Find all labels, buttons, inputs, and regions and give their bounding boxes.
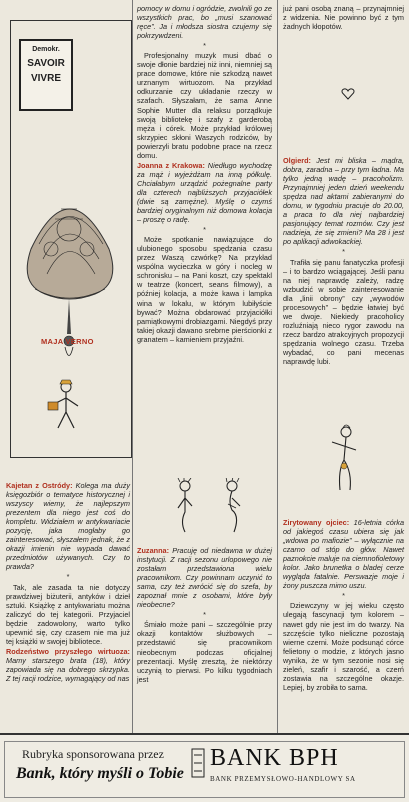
column-2 <box>137 4 272 345</box>
answer-paragraph: Profesjonalny muzyk musi dbać o swoje dłonie bardziej niż inni, niemniej są prace domowe, które nie szkodzą nawet urznanym wirtuozom. Na przykład odkurzanie czy układanie rzeczy w szafach. Słyszałam, że sama Anne Sophie Mutter dla relaksu porządkuje swoją bibliotekę i szafy z garderobą męża i córek. Może przykład królowej skrzypiec skłoni Waszych rodziców, by powierzyli bratu podobne prace na rzecz domu. <box>137 51 272 160</box>
question-author: Kajetan z Ostródy: <box>6 481 73 490</box>
answer-paragraph: Śmiało może pani – szczególnie przy okazji kontaktów służbowych – przedstawić się pracownikom nieobecnym podczas oficjalnej prezentacji. Myślę zresztą, że niektórzy uczynią to pierwsi. Po kilku tygodniach jest <box>137 620 272 684</box>
question-author: Joanna z Krakowa: <box>137 160 205 170</box>
question-continuation: pomocy w domu i ogródzie, zwolnili go ze wszystkich prac, bo „musi szanować ręce”. Ja i młodsza siostra czujemy się pokrzywdzeni. <box>137 4 272 41</box>
separator-star: * <box>203 225 206 235</box>
column-divider <box>132 0 133 733</box>
badge-line-1: Demokr. <box>32 46 60 53</box>
question-author: Rodzeństwo przyszłego wirtuoza: <box>6 646 130 656</box>
answer-paragraph: Dziewczyny w jej wieku często ulegają fascynacji tym kolorem – nawet gdy nie jest im do twarzy. Na szczęście tylko nieliczne pozostają wierne czerni. Może podsunąć córce felietony o modzie, z których jasno wynika, że w tym sezonie nosi się zieleń, szafir i szarość, a czerń zostawia na szczególne okazje. Lepiej, by zrobiła to sama. <box>283 601 404 692</box>
question-text: Pracuję od niedawna w dużej instytucji. Z racji sezonu urlopowego nie zostałam przedstawiona wielu pracownikom. Czy powinnam uczynić to sama, czy też zwrócić się do szefa, by zapoznał mnie z osobami, które były nieobecne? <box>137 546 272 610</box>
question-text: Kolega ma duży księgozbiór o tematyce historycznej i wszyscy wiemy, że najlepszym prezentem dla niego jest coś do kompletu. Widziałem w antykwariacie pozycję, jaka mogłaby go zainteresować, słyszałem jednak, że z okazji imienin nie wypada dawać przedmiotów używanych. Czy to prawda? <box>6 481 131 572</box>
question-author: Zirytowany ojciec: <box>283 518 350 527</box>
answer-paragraph: Tak, ale zasada ta nie dotyczy prawdziwej biżuterii, antyków i dzieł sztuki. Książkę z antykwariatu można zaliczyć do tej kategorii. Przyjaciel będzie zadowolony, warto tylko upewnić się, czy czasem nie ma już tej książki w swojej bibliotece. <box>6 582 130 646</box>
separator-star: * <box>342 591 345 601</box>
bank-name: BANK BPH <box>210 745 339 771</box>
heart-icon <box>341 88 355 100</box>
question-text: Mamy starszego brata (18), który zapowiada się na dobrego skrzypka. Z tej racji rodzice, wymagający od nas <box>6 655 130 683</box>
column-divider <box>277 0 278 733</box>
question-kajetan <box>6 481 130 571</box>
badge-line-3: VIVRE <box>30 73 61 84</box>
separator-star: * <box>342 247 345 257</box>
savoir-vivre-badge <box>19 39 73 111</box>
bank-logo-icon <box>190 745 206 781</box>
sponsor-label: Rubryka sponsorowana przez <box>22 747 164 761</box>
separator-star: * <box>66 572 70 582</box>
column-3-lower <box>283 518 404 693</box>
question-olgierd <box>283 156 404 246</box>
question-text: Niedługo wychodzę za mąż i wyjeżdżam na inną półkulę. Chciałabym urządzić pożegnalne party dla czterech najbliższych przyjaciółek (dwie są zamężne). Myślę o czymś bardziej oryginalnym niż domowa kolacja – proszę o radę. <box>137 160 272 225</box>
author-name: MAJA VERNO <box>41 337 94 346</box>
answer-paragraph: już pani osobą znaną – przynajmniej z widzenia. Nie powinno być z tym żadnych kłopotów. <box>283 4 404 32</box>
question-author: Olgierd: <box>283 156 311 165</box>
question-author: Zuzanna: <box>137 546 170 555</box>
separator-star: * <box>203 41 206 51</box>
bank-subtitle: BANK PRZEMYSŁOWO-HANDLOWY SA <box>210 775 356 783</box>
badge-line-2: SAVOIR <box>27 58 65 69</box>
two-figures-illustration <box>150 478 270 538</box>
sponsor-slogan: Bank, który myśli o Tobie <box>16 765 184 782</box>
column-3-middle <box>283 156 404 367</box>
separator-star: * <box>203 610 206 620</box>
sponsor-banner <box>0 733 409 802</box>
question-ojciec <box>283 518 404 590</box>
column-3 <box>283 4 404 32</box>
question-zuzanna <box>137 546 272 609</box>
column-2-lower <box>137 546 272 685</box>
answer-paragraph: Trafiła się panu fanatyczka profesji – i to bardzo wciągającej. Jeśli panu na niej naprawdę zależy, radzę wzbudzić w sobie zainteresowanie dla „linii obrony” czy „wywodów procesowych” – będzie łatwiej być we dwoje. Niekiedy pracoholicy rozluźniają nieco rygor zawodu na rzecz bardzo atrakcyjnych propozycji spędzania wolnego czasu. Trzeba wybadać, co pani mecenas naprawdę lubi. <box>283 257 404 367</box>
question-text: 16-letnia córka od jakiegoś czasu ubiera się jak „wdowa po mafiozie” – wyłącznie na czarno od stóp do głów. Nawet paznokcie maluje na ciemnofioletowy kolor. Jako brunetka o bladej cerze wygląda fatalnie. Perswazje moje i żony puszcza mimo uszu. <box>283 518 405 591</box>
question-joanna <box>137 161 272 224</box>
answer-paragraph: Może spotkanie nawiązujące do ulubionego sposobu spędzania czasu przez Waszą czwórkę? Na przykład wspólna wycieczka w góry i nocleg w schronisku – na Pani koszt, czy spektakl w teatrze (koncert, seans filmowy), a później kolacja, a może kawa i lampka wina w lokalu, w którym lubiłyście bywać? Można obdarować przyjaciółki pamiątkowymi drobiazgami. Niegdyś przy takiej okazji dawano srebrne pierścionki z granatem – kamieniem przyjaźni. <box>137 235 272 344</box>
walking-man-illustration <box>36 378 96 438</box>
column-1 <box>6 481 130 684</box>
lace-collar-illustration <box>11 109 129 369</box>
question-text: Jest mi bliska – mądra, dobra, zaradna – przy tym ładna. Ma tylko jedną wadę – pracoholizm. Przynajmniej jeden dzień weekendu spędza nad aktami zabieranymi do domu, w tygodniu pracuje do 20.00, a praca to dla niej najbardziej pasjonujący temat rozmów. Czy jest nadzieja, że się zmieni? Ma 28 i jest po aplikacji adwokackiej. <box>283 156 404 247</box>
question-rodzenstwo <box>6 647 130 683</box>
figure-illustration <box>310 420 370 500</box>
